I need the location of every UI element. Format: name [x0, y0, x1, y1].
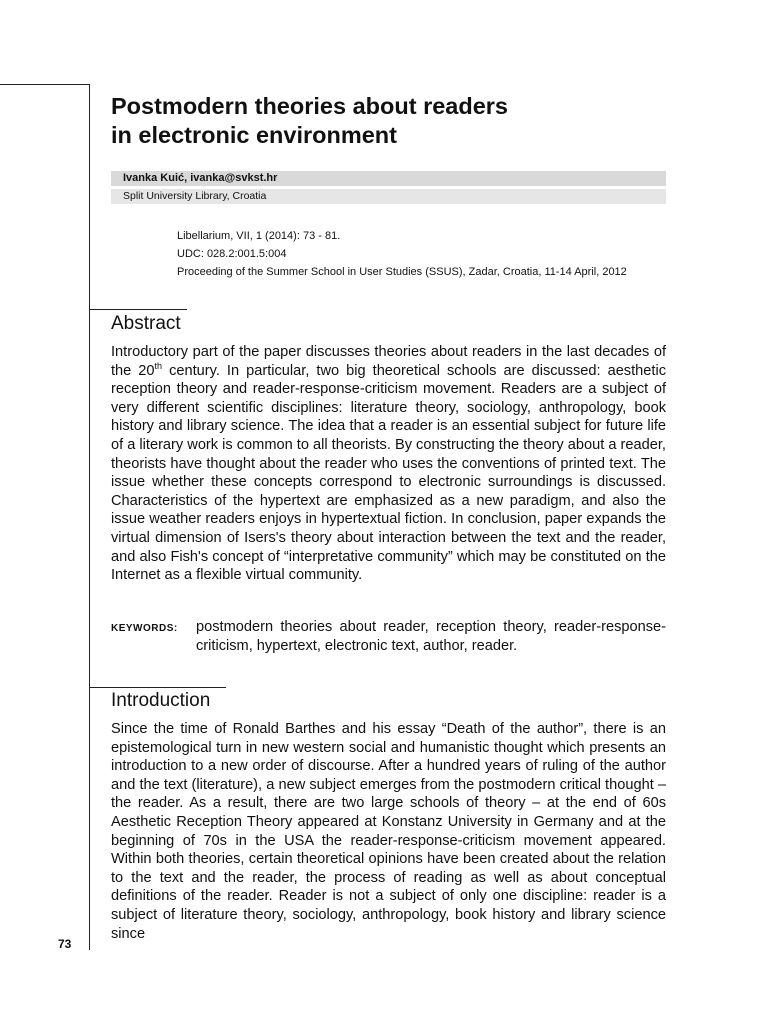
citation-proceeding: Proceeding of the Summer School in User Studies (SSUS), Zadar, Croatia, 11-14 April, 2012: [177, 266, 627, 278]
keywords-label: KEYWORDS:: [111, 623, 178, 634]
introduction-heading: Introduction: [111, 690, 211, 711]
introduction-rule: [89, 687, 226, 688]
paper-title-line-2: in electronic environment: [111, 122, 397, 148]
citation-udc: UDC: 028.2:001.5:004: [177, 248, 287, 260]
abstract-text-part-1: Introductory part of the paper discusses theories about readers in the last decades of the 20: [111, 344, 666, 379]
abstract-rule: [89, 309, 187, 310]
abstract-text-part-2: century. In particular, two big theoretical schools are discussed: aesthetic reception theory and reader-response-criticism movement. Readers are a subject of very different scientific disciplines: literature theory, sociology, anthropology, book history and library science. The idea that a reader is an essential subject for future life of a literary work is common to all theorists. By constructing the theory about a reader, theorists have thought about the reader who uses the conventions of printed text. The issue whether these concepts correspond to electronic surroundings is discussed. Characteristics of the hypertext are emphasized as a new paradigm, and also the issue weather readers enjoys in hypertextual fiction. In conclusion, paper expands the virtual dimension of Isers's theory about interaction between the text and the reader, and also Fish's concept of “interpretative community” which may be constituted on the Internet as a flexible virtual community.: [111, 362, 666, 584]
paper-title: [111, 92, 666, 150]
affiliation-line: Split University Library, Croatia: [111, 189, 666, 204]
page-number: 73: [58, 937, 72, 951]
keywords-text: postmodern theories about reader, reception theory, reader-response-criticism, hypertext, electronic text, author, reader.: [196, 619, 666, 654]
keywords-block: [111, 618, 666, 655]
abstract-text: [111, 343, 666, 585]
introduction-text: Since the time of Ronald Barthes and his essay “Death of the author”, there is an epistemological turn in new western social and humanistic thought which presents an introduction to a new order of discourse. After a hundred years of ruling of the author and the text (literature), a new subject emerges from the postmodern critical thought – the reader. As a result, there are two large schools of theory – at the end of 60s Aesthetic Reception Theory appeared at Konstanz University in Germany and at the beginning of 70s in the USA the reader-response-criticism movement appeared. Within both theories, certain theoretical opinions have been created about the relation to the text and the reader, the process of reading as well as about conceptual definitions of the reader. Reader is not a subject of only one discipline: reader is a subject of literature theory, sociology, anthropology, book history and library science since: [111, 721, 666, 942]
margin-rule-top: [0, 84, 90, 85]
abstract-heading: Abstract: [111, 313, 181, 334]
margin-rule-vertical: [89, 84, 90, 950]
paper-title-line-1: Postmodern theories about readers: [111, 93, 508, 119]
author-line: Ivanka Kuić, ivanka@svkst.hr: [111, 171, 666, 186]
citation-block: [177, 227, 657, 281]
abstract-superscript: th: [154, 360, 163, 371]
citation-journal: Libellarium, VII, 1 (2014): 73 - 81.: [177, 230, 341, 242]
